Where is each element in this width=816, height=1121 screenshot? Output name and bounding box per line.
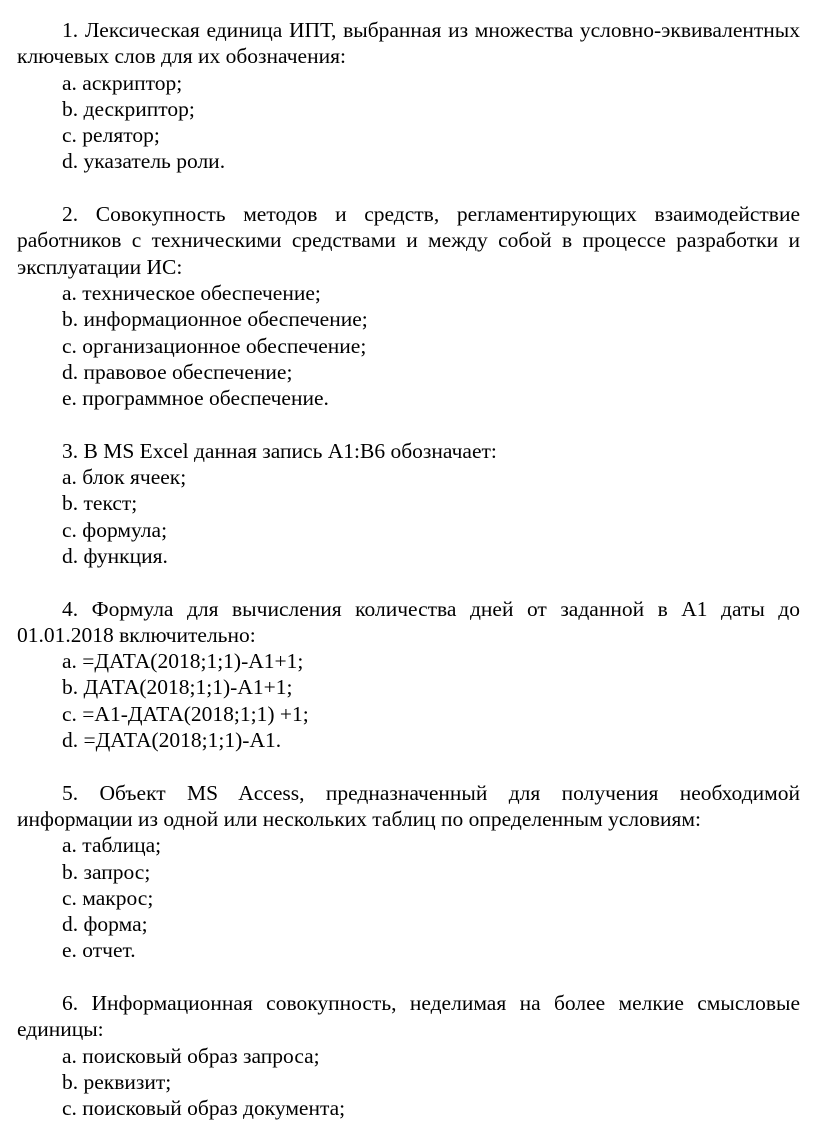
question-text: 6. Информационная совокупность, неделимая на более мелкие смысловые единицы: [17,990,800,1042]
answer-option: b. запрос; [62,859,151,884]
question-text: 2. Совокупность методов и средств, регламентирующих взаимодействие работников с техническими средствами и между собой в процессе разработки и эксплуатации ИС: [17,202,800,279]
answer-option: b. дескриптор; [62,96,195,121]
answer-option: b. текст; [62,491,138,516]
answer-option: c. релятор; [62,123,160,148]
question-text: 3. В MS Excel данная запись A1:B6 обозначает: [62,438,497,463]
question-3 [17,438,800,569]
answer-option: d. указатель роли. [62,149,226,174]
answer-option: b. реквизит; [62,1069,172,1094]
answer-option: d. =ДАТА(2018;1;1)-A1. [62,728,282,753]
answer-option: b. ДАТА(2018;1;1)-A1+1; [62,675,293,700]
answer-option: c. организационное обеспечение; [62,333,367,358]
question-text: 4. Формула для вычисления количества дней от заданной в A1 даты до 01.01.2018 включительно: [17,596,800,647]
answer-option: d. функция. [62,543,168,568]
question-4 [17,596,800,754]
answer-option: a. аскриптор; [62,70,183,95]
answer-option: d. форма; [62,912,148,937]
answer-option: c. =A1-ДАТА(2018;1;1) +1; [62,701,309,726]
question-1 [17,17,800,175]
answer-option: c. макрос; [62,885,154,910]
question-6 [17,990,800,1121]
answer-option: d. правовое обеспечение; [62,359,293,384]
answer-option: e. отчет. [62,938,136,963]
question-text: 1. Лексическая единица ИПТ, выбранная из множества условно-эквивалентных ключевых слов для их обозначения: [17,18,800,69]
answer-option: c. поисковый образ документа; [62,1096,346,1121]
question-2 [17,201,800,411]
question-text: 5. Объект MS Access, предназначенный для получения необходимой информации из одной или нескольких таблиц по определенным условиям: [17,780,800,831]
answer-option: a. техническое обеспечение; [62,280,321,305]
answer-option: a. таблица; [62,833,162,858]
answer-option: c. формула; [62,517,168,542]
answer-option: e. программное обеспечение. [62,386,329,411]
answer-option: b. информационное обеспечение; [62,307,368,332]
answer-option: a. =ДАТА(2018;1;1)-A1+1; [62,649,304,674]
question-5 [17,780,800,964]
answer-option: a. поисковый образ запроса; [62,1043,320,1068]
answer-option: a. блок ячеек; [62,465,187,490]
